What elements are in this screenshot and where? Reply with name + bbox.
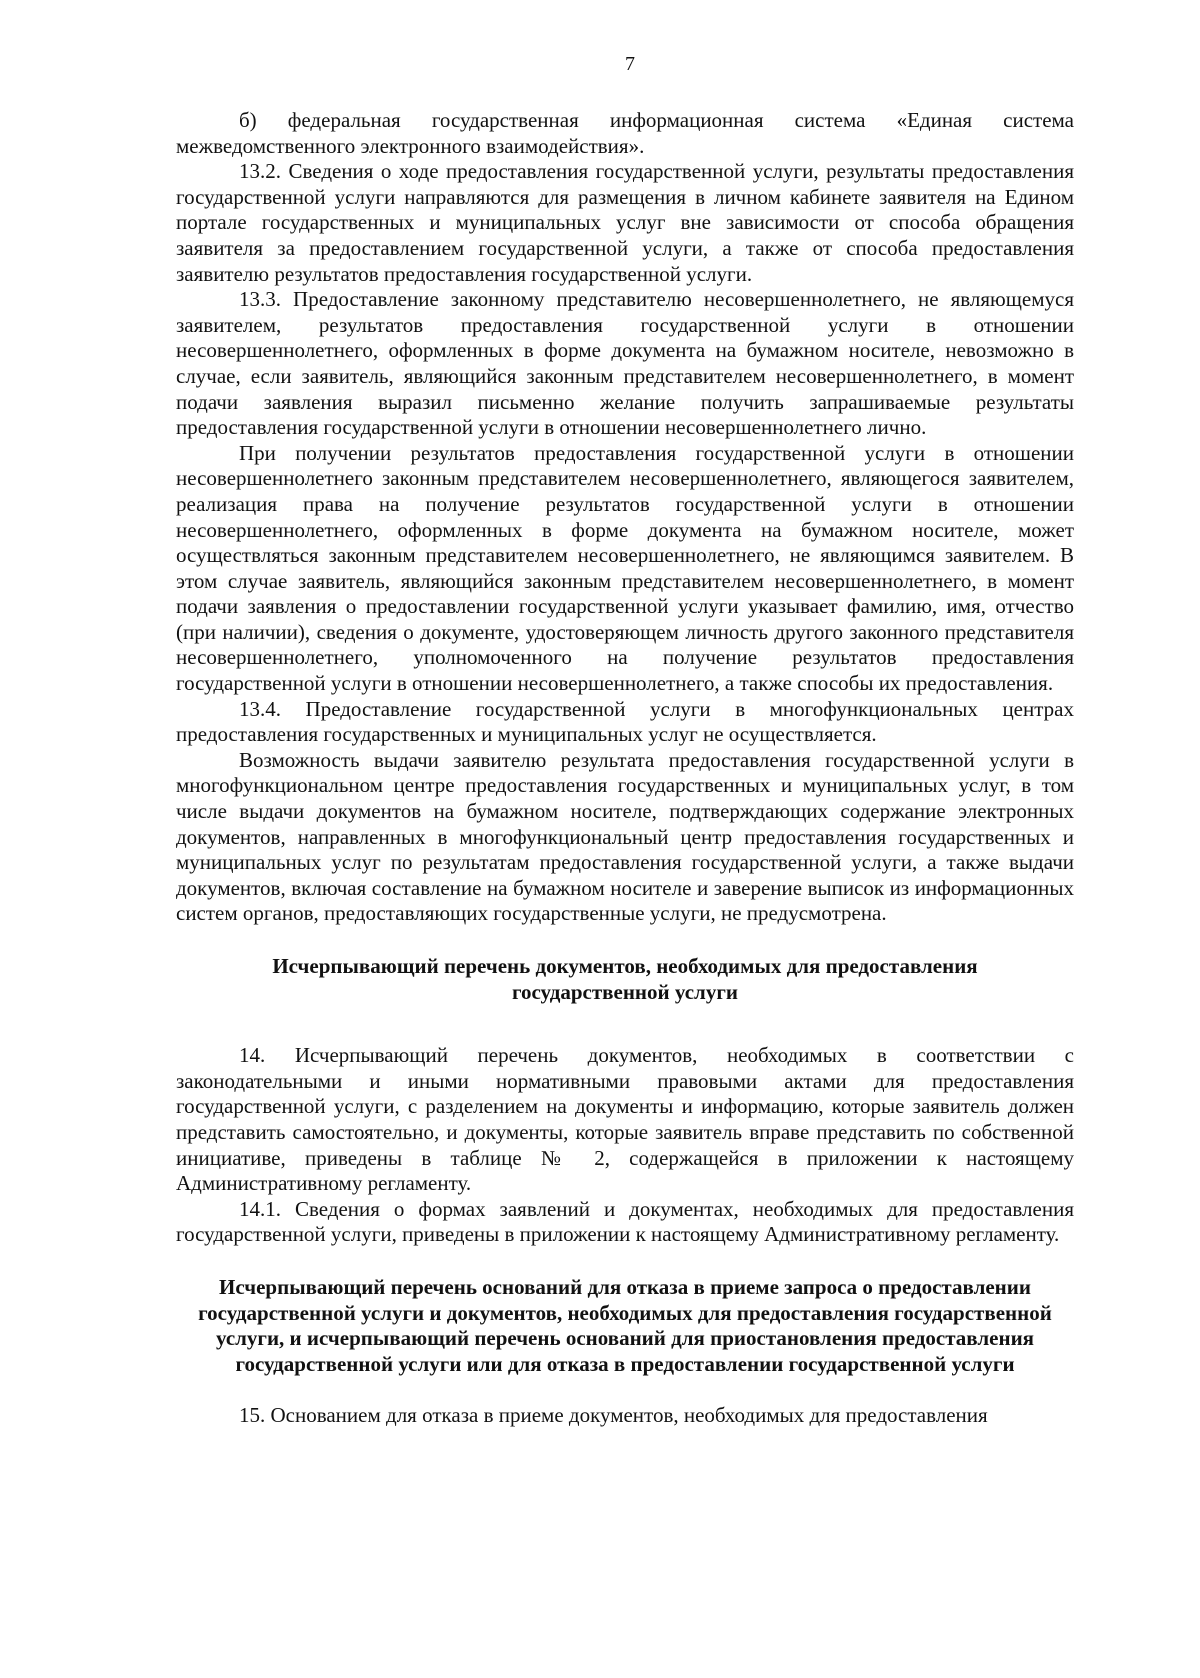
paragraph-15: 15. Основанием для отказа в приеме документов, необходимых для предоставления (239, 1403, 988, 1428)
paragraph-14: 14. Исчерпывающий перечень документов, необходимых в соответствии с законодательными и иными нормативными правовыми актами для предоставления государственной услуги, с разделением на документы и информацию, которые заявитель должен представить самостоятельно, и документы, которые заявитель вправе представить по собственной инициативе, приведены в таблице № 2, содержащейся в приложении к настоящему Административному регламенту. (176, 1043, 1074, 1196)
document-body (176, 108, 1074, 1429)
paragraph-13-4-continued: Возможность выдачи заявителю результата предоставления государственной услуги в многофункциональном центре предоставления государственных и муниципальных услуг, в том числе выдачи документов на бумажном носителе, подтверждающих содержание электронных документов, направленных в многофункциональный центр предоставления государственных и муниципальных услуг по результатам предоставления государственной услуги, а также выдачи документов, включая составление на бумажном носителе и заверение выписок из информационных систем органов, предоставляющих государственные услуги, не предусмотрена. (176, 747, 1074, 926)
paragraph-13-3-continued: При получении результатов предоставления государственной услуги в отношении несовершеннолетнего законным представителем несовершеннолетнего, являющегося заявителем, реализация права на получение результатов государственной услуги в отношении несовершеннолетнего, оформленных в форме документа на бумажном носителе, может осуществляться законным представителем несовершеннолетнего, не являющимся заявителем. В этом случае заявитель, являющийся законным представителем несовершеннолетнего, в момент подачи заявления о предоставлении государственной услуги указывает фамилию, имя, отчество (при наличии), сведения о документе, удостоверяющем личность другого законного представителя несовершеннолетнего, уполномоченного на получение результатов предоставления государственной услуги в отношении несовершеннолетнего, а также способы их предоставления. (176, 440, 1074, 696)
paragraph-13-3: 13.3. Предоставление законному представителю несовершеннолетнего, не являющемуся заявителем, результатов предоставления государственной услуги в отношении несовершеннолетнего, оформленных в форме документа на бумажном носителе, невозможно в случае, если заявитель, являющийся законным представителем несовершеннолетнего, в момент подачи заявления выразил письменно желание получить запрашиваемые результаты предоставления государственной услуги в отношении несовершеннолетнего лично. (176, 287, 1074, 440)
section-heading-documents-list: Исчерпывающий перечень документов, необходимых для предоставления государственной услуги (272, 954, 978, 1004)
paragraph-13-4: 13.4. Предоставление государственной услуги в многофункциональных центрах предоставления государственных и муниципальных услуг не осуществляется. (176, 696, 1074, 747)
section-heading-refusal-grounds: Исчерпывающий перечень оснований для отказа в приеме запроса о предоставлении государственной услуги и документов, необходимых для предоставления государственной услуги, и исчерпывающий перечень оснований для приостановления предоставления государственной услуги или для отказа в предоставлении государственной услуги (198, 1274, 1052, 1376)
paragraph-13-2: 13.2. Сведения о ходе предоставления государственной услуги, результаты предоставления государственной услуги направляются для размещения в личном кабинете заявителя на Едином портале государственных и муниципальных услуг вне зависимости от способа обращения заявителя за предоставлением государственной услуги, а также от способа предоставления заявителю результатов предоставления государственной услуги. (176, 159, 1074, 286)
paragraph-14-1: 14.1. Сведения о формах заявлений и документах, необходимых для предоставления государственной услуги, приведены в приложении к настоящему Административному регламенту. (176, 1196, 1074, 1247)
paragraph-13-1b: б) федеральная государственная информационная система «Единая система межведомственного электронного взаимодействия». (176, 108, 1074, 158)
page-number: 7 (625, 53, 635, 75)
